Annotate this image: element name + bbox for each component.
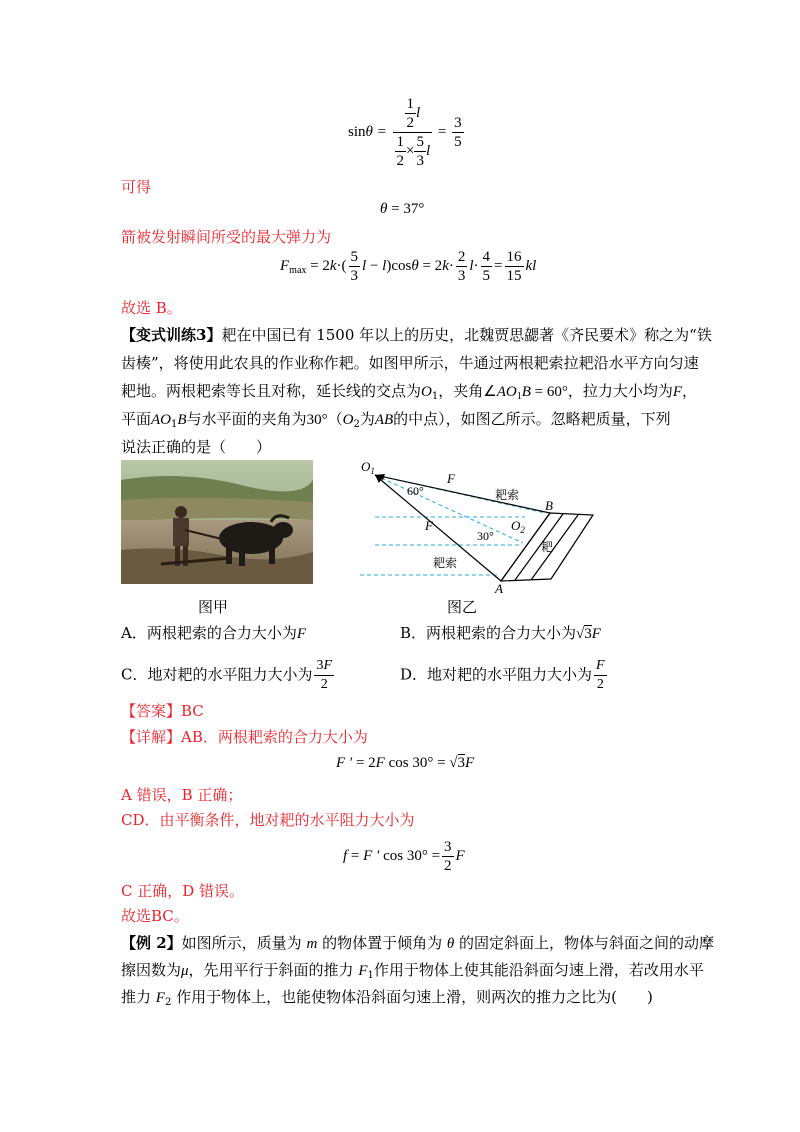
exercise-line-4: 平面$AO_1B$与水平面的夹角为$30^\circ(O_2$为AB的中点），如图乙所示。忽略耙质量，下列 bbox=[121, 410, 671, 430]
svg-text:30°: 30° bbox=[477, 529, 494, 543]
caption-fig1: 图甲 bbox=[198, 598, 229, 616]
ox-plough-photo bbox=[121, 460, 313, 584]
final-choice: 故选BC。 bbox=[121, 907, 189, 925]
svg-text:F: F bbox=[425, 518, 433, 533]
example-line-1: 【例 2】如图所示，质量为 m 的物体置于倾角为 θ 的固定斜面上，物体与斜面之间的动摩 bbox=[121, 934, 715, 952]
formula-fmax: $F_{max} = 2k\cdot$( $\frac{5}{3}$ l − l)cosθ = 2k· $\frac{2}{3}$ l· $\frac{4}{5}$ = $\frac{16}{15}$ kl bbox=[280, 249, 537, 284]
example-tag: 【例 2】 bbox=[121, 934, 182, 952]
option-b: B．两根耙索的合力大小为√3F bbox=[400, 624, 601, 642]
svg-text:F: F bbox=[447, 471, 455, 486]
formula-theta-37: θ = 37° bbox=[380, 201, 425, 217]
text-max-force: 箭被发射瞬间所受的最大弹力为 bbox=[121, 228, 332, 246]
exercise-line-1: 【变式训练3】耙在中国已有 1500 年以上的历史，北魏贾思勰著《齐民要术》称之为“铁 bbox=[121, 326, 712, 344]
svg-text:O1: $O_1$ bbox=[361, 459, 375, 476]
exercise-line-2: 齿楱”，将使用此农具的作业称作耙。如图甲所示，牛通过两根耙索拉耙沿水平方向匀速 bbox=[121, 354, 699, 372]
option-a: A．两根耙索的合力大小为F bbox=[121, 624, 307, 642]
answer: 【答案】BC bbox=[121, 702, 204, 720]
harrow-force-diagram bbox=[355, 455, 605, 595]
exercise-tag: 【变式训练3】 bbox=[121, 326, 222, 344]
detail-cd-result: C 正确，D 错误。 bbox=[121, 882, 245, 900]
detail-cd: CD．由平衡条件，地对耙的水平阻力大小为 bbox=[121, 811, 415, 829]
option-c: C．地对耙的水平阻力大小为 $\frac{3F}{2}$ bbox=[121, 658, 333, 692]
text-choose-b: 故选 B。 bbox=[121, 299, 182, 317]
example-line-2: 擦因数为μ，先用平行于斜面的推力 $F_1$作用于物体上使其能沿斜面匀速上滑，若改用水平 bbox=[121, 961, 704, 981]
rope-top-line bbox=[375, 475, 550, 513]
exercise-line-5: 说法正确的是（ ） bbox=[121, 438, 272, 456]
exercise-line-3: 耙地。两根耙索等长且对称，延长线的交点为$O_1$，夹角$\angle AO_1B = 60^\circ$，拉力大小均为F， bbox=[121, 382, 698, 402]
formula-friction: f = F ′ cos 30° = $\frac{3}{2}$ F bbox=[343, 839, 465, 874]
svg-text:A: A bbox=[495, 581, 503, 595]
svg-text:B: B bbox=[545, 498, 553, 513]
svg-text:耙索: 耙索 bbox=[433, 556, 458, 570]
option-d: D．地对耙的水平阻力大小为 $\frac{F}{2}$ bbox=[400, 658, 605, 692]
svg-text:耙索: 耙索 bbox=[495, 488, 520, 502]
formula-resultant: F ′ = 2F cos 30° = √3F bbox=[336, 755, 475, 771]
svg-text:耙: 耙 bbox=[541, 540, 554, 554]
svg-text:O2: $O_2$ bbox=[511, 518, 525, 535]
caption-fig2: 图乙 bbox=[447, 598, 478, 616]
example-line-3: 推力 $F_2$ 作用于物体上，也能使物体沿斜面匀速上滑，则两次的推力之比为( ) bbox=[121, 988, 653, 1008]
svg-text:60°: 60° bbox=[407, 484, 424, 498]
text-kede: 可得 bbox=[121, 178, 152, 196]
formula-sin-theta: sinθ = $\frac{1}{2}$ l $\frac{1}{2}$ × $\frac{5}{3}$ l = $\frac{3}{5}$ bbox=[348, 96, 462, 169]
detail-ab: 【详解】AB．两根耙索的合力大小为 bbox=[121, 728, 368, 746]
detail-ab-result: A 错误，B 正确； bbox=[121, 786, 243, 804]
